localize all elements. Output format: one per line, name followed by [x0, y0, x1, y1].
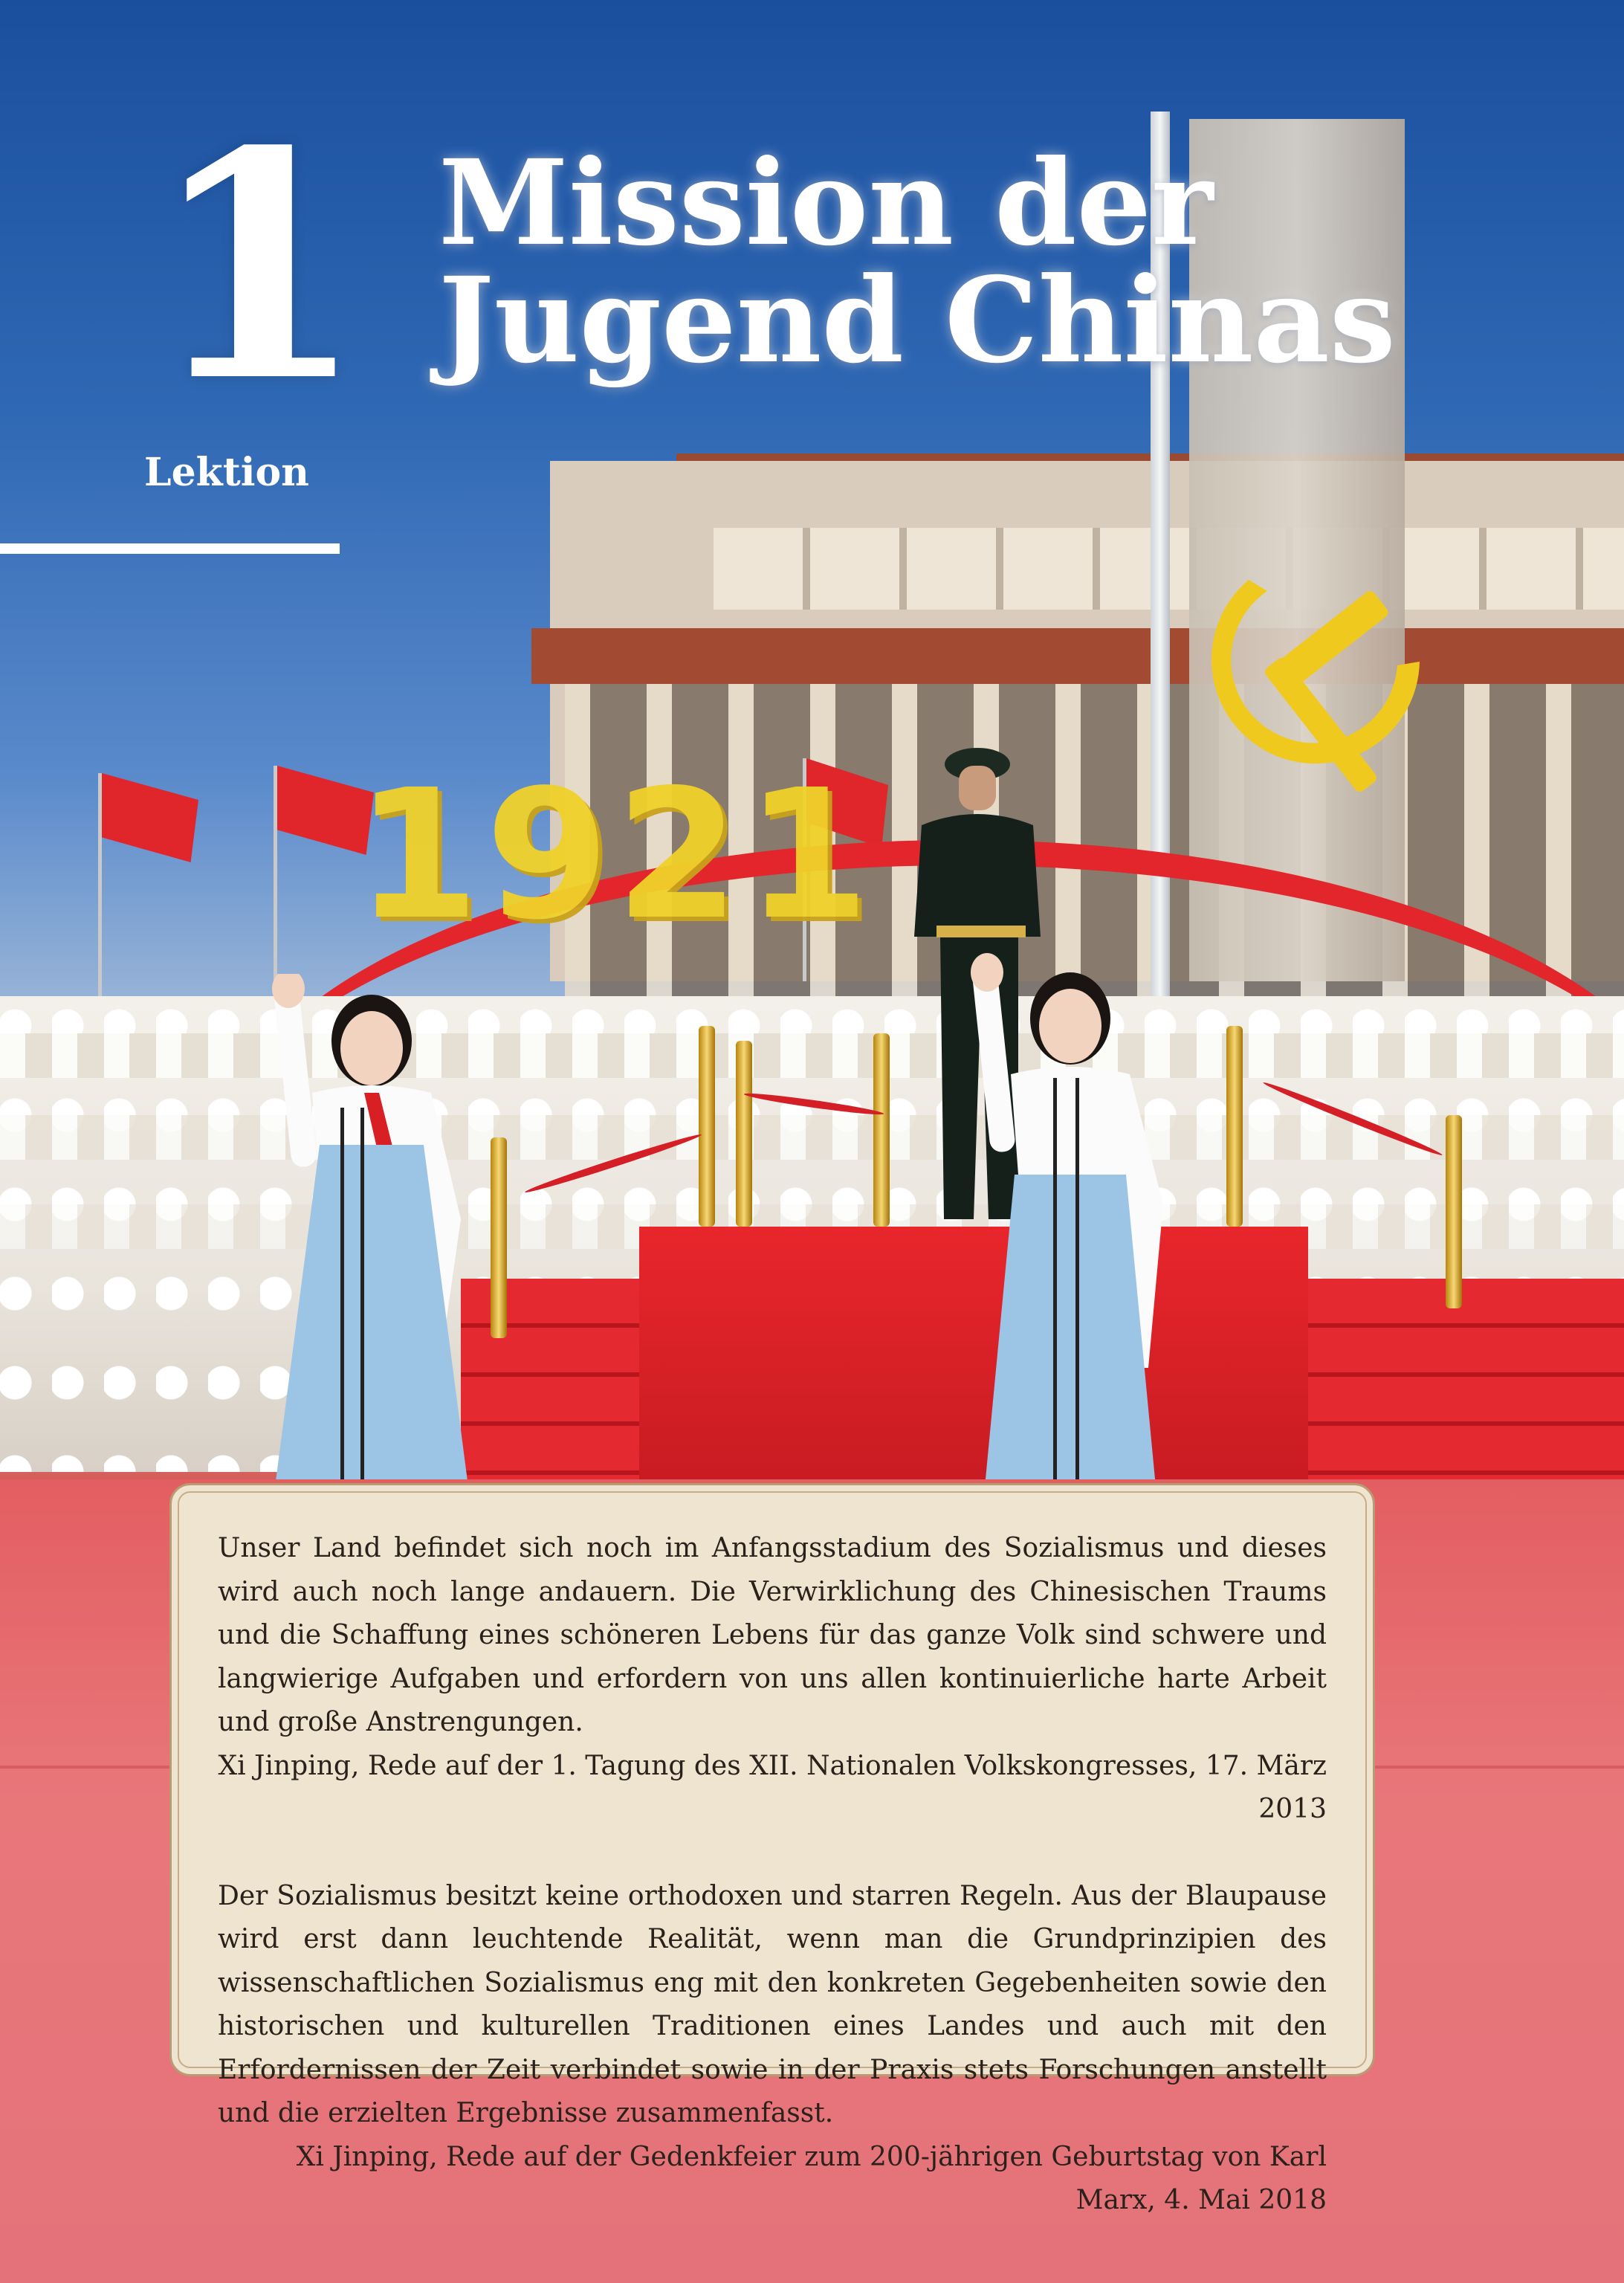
gold-post — [491, 1137, 507, 1338]
gold-post — [736, 1041, 752, 1227]
lesson-title-line1: Mission der — [439, 135, 1214, 272]
gold-post — [873, 1033, 890, 1227]
lesson-title-line2: Jugend Chinas — [439, 252, 1396, 390]
year-sign: 1921 — [355, 751, 876, 959]
quote-box — [169, 1483, 1375, 2215]
hammer-sickle-icon — [1197, 535, 1442, 825]
band-row — [0, 1115, 1624, 1160]
quote-source: Xi Jinping, Rede auf der 1. Tagung des XII. Nationalen Volkskongresses, 17. März 2013 — [218, 1750, 1327, 1824]
gold-post — [1226, 1026, 1243, 1227]
microphone-stand — [1053, 1078, 1057, 1479]
flagpole — [98, 773, 102, 1018]
lesson-number: 1 — [149, 84, 366, 451]
girl-left — [253, 974, 491, 1487]
lesson-divider — [0, 543, 340, 554]
lesson-label: Lektion — [144, 450, 309, 495]
microphone-stand — [1075, 1078, 1079, 1479]
quote-source: Xi Jinping, Rede auf der Gedenkfeier zum 200-jährigen Geburtstag von Karl Marx, 4. Mai 2018 — [296, 2141, 1327, 2215]
gold-post — [1446, 1115, 1462, 1308]
microphone-stand — [340, 1108, 344, 1479]
stage-steps — [1308, 1279, 1624, 1479]
girl-right — [951, 952, 1189, 1487]
red-flag — [102, 773, 198, 862]
gold-post — [699, 1026, 715, 1227]
lesson-title — [439, 135, 1479, 390]
microphone-stand — [360, 1108, 364, 1479]
building-roof-lower — [531, 628, 1624, 684]
quote-text: Der Sozialismus besitzt keine orthodoxen und starren Regeln. Aus der Blaupause wird erst dann leuchtende Realität, wenn man die Grundprinzipien des wissenschaftlichen Sozialismus eng mit den konkreten Gegebenheiten sowie den historischen und kulturellen Traditionen eines Landes und auch mit den Erfordernissen der Zeit verbindet sowie in der Praxis stets Forschungen anstellt und die erzielten Ergebnisse zusammenfasst. — [218, 1880, 1327, 2128]
band-row — [0, 1033, 1624, 1078]
quote-text: Unser Land befindet sich noch im Anfangsstadium des Sozialismus und dieses wird auch noch lange andauern. Die Verwirklichung des Chinesischen Traums und die Schaffung eines schöneren Lebens für das ganze Volk sind schwere und langwierige Aufgaben und erfordern von uns allen kontinuierliche harte Arbeit und große Anstrengungen. — [218, 1533, 1327, 1737]
